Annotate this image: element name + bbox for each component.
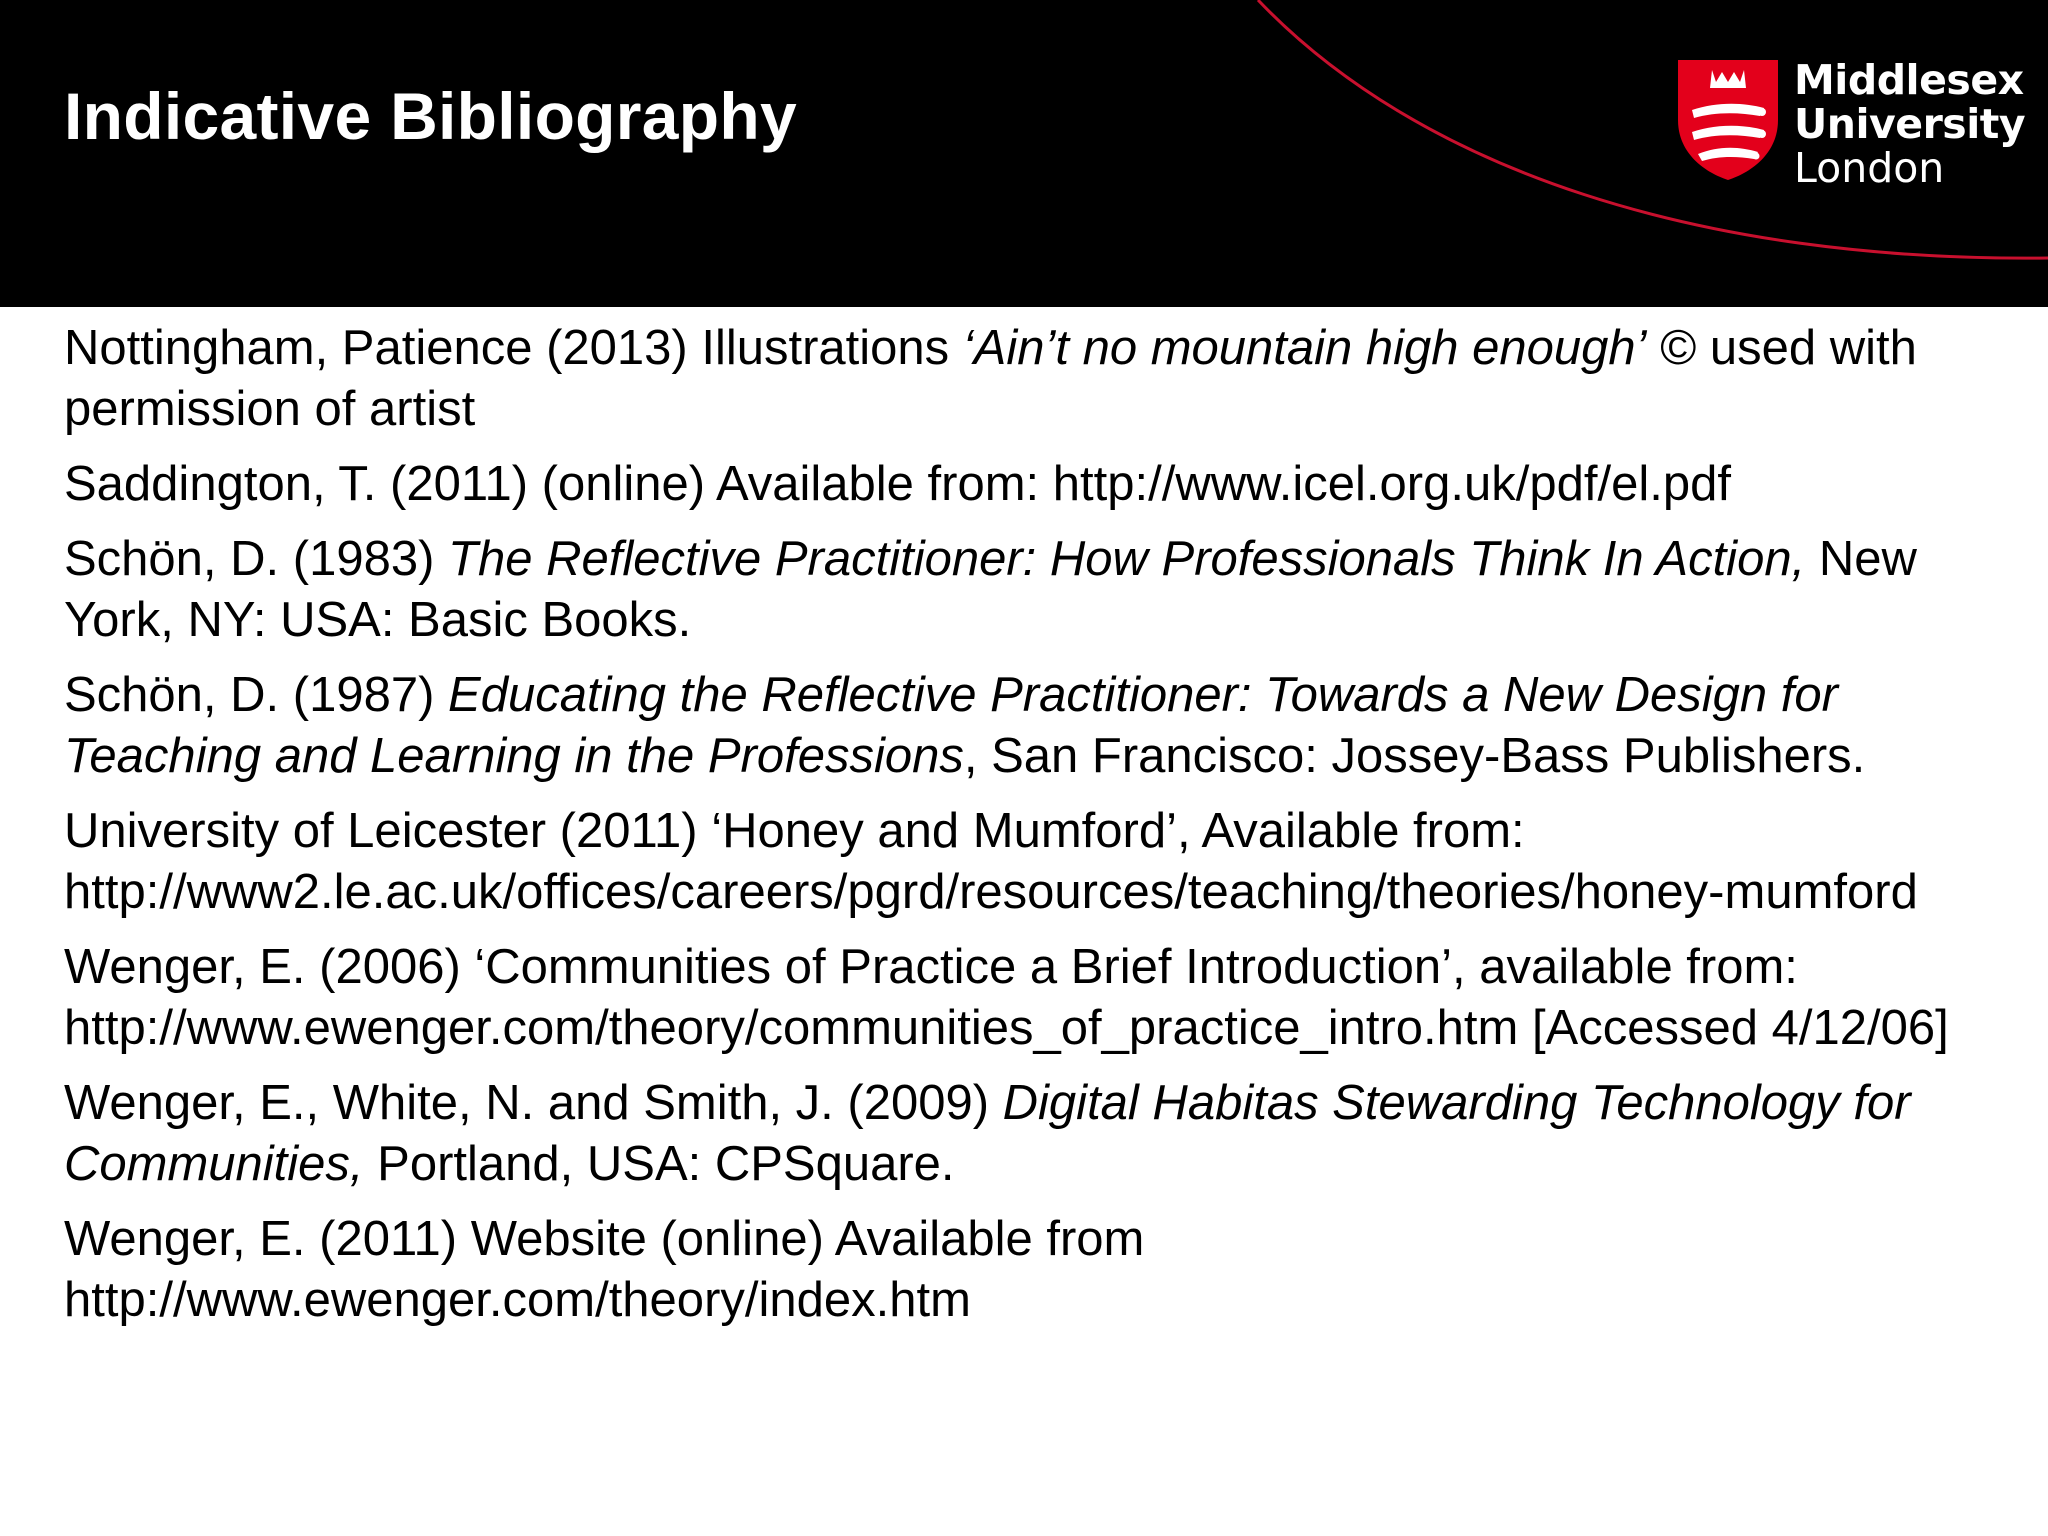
entry-text: , San Francisco: Jossey-Bass Publishers. <box>963 729 1866 783</box>
entry-title-italic: Digital Habitas Stewarding Technology for Communities, <box>64 1076 1911 1191</box>
entry-text: University of Leicester (2011) ‘Honey and Mumford’, Available from: http://www2.le.ac.uk/offices/careers/pgrd/resources/teaching/theories/honey-mumford <box>64 804 1918 919</box>
logo-line-middlesex: Middlesex <box>1794 56 2024 104</box>
entry-title-italic: The Reflective Practitioner: How Professionals Think In Action, <box>448 532 1806 586</box>
entry-text: Schön, D. (1983) <box>64 532 449 586</box>
bibliography-entry <box>64 318 1984 440</box>
bibliography-entry <box>64 937 1984 1059</box>
bibliography-entry <box>64 1073 1984 1195</box>
entry-text: New York, NY: USA: Basic Books. <box>64 532 1917 647</box>
entry-text: Portland, USA: CPSquare. <box>363 1137 955 1191</box>
bibliography-entry <box>64 1209 1984 1331</box>
entry-text: Wenger, E. (2011) Website (online) Available from http://www.ewenger.com/theory/index.htm <box>64 1212 1145 1327</box>
entry-text: Schön, D. (1987) <box>64 668 449 722</box>
logo-line-university: University <box>1794 100 2026 148</box>
logo-line-london: London <box>1794 144 1945 192</box>
entry-text: Nottingham, Patience (2013) Illustrations <box>64 321 963 375</box>
bibliography-list <box>64 318 1984 1345</box>
entry-text: Wenger, E., White, N. and Smith, J. (2009) <box>64 1076 1003 1130</box>
slide-title: Indicative Bibliography <box>64 79 798 153</box>
entry-text: © used with permission of artist <box>64 321 1917 436</box>
entry-title-italic: Educating the Reflective Practitioner: Towards a New Design for Teaching and Learning in the Professions <box>64 668 1838 783</box>
bibliography-entry <box>64 665 1984 787</box>
bibliography-entry <box>64 454 1984 515</box>
shield-icon <box>1676 58 1780 182</box>
logo-wordmark <box>1794 58 2025 190</box>
entry-text: Saddington, T. (2011) (online) Available from: http://www.icel.org.uk/pdf/el.pdf <box>64 457 1731 511</box>
slide-header <box>0 0 2048 307</box>
bibliography-entry <box>64 801 1984 923</box>
entry-text: Wenger, E. (2006) ‘Communities of Practice a Brief Introduction’, available from: http://www.ewenger.com/theory/communities_of_practice_intro.htm [Accessed 4/12/06] <box>64 940 1949 1055</box>
entry-title-italic: ‘Ain’t no mountain high enough’ <box>962 321 1647 375</box>
bibliography-entry <box>64 529 1984 651</box>
